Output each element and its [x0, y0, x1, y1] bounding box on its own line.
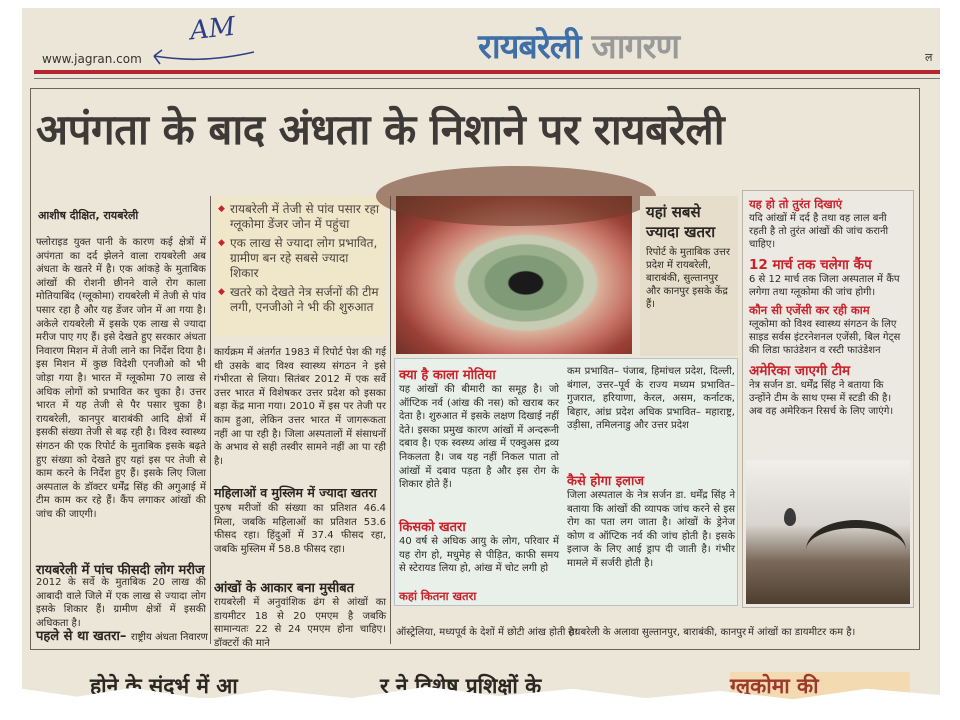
- eyelid-shape: [376, 166, 656, 226]
- handwritten-note: AM: [188, 11, 237, 47]
- info-where-body: कम प्रभावित– पंजाब, हिमांचल प्रदेश, दिल्ली, बंगाल, उत्तर–पूर्व के राज्य मध्यम प्रभावित– गुजरात, हरियाणा, केरल, असम, कर्नाटक, बिहार, आंध्र प्रदेश अधिक प्रभावित– महाराष्ट्र, उड़ीसा, तमिलनाडु और उत्तर प्रदेश: [567, 366, 735, 432]
- drop-shape: [784, 508, 796, 526]
- risk-side-box: [640, 196, 738, 356]
- col2-body: कार्यक्रम में अंतर्गत 1983 में रिपोर्ट पेश की गई थी उसके बाद विश्व स्वास्थ्य संगठन ने इसे गंभीरता से लिया। सितंबर 2012 में एक सर्वे उत्तर भारत में विशेषकर उत्तर प्रदेश को इसका बड़ा केंद्र माना गया। 2010 में इस पर तेजी पर काम हुआ, लेकिन उत्तर भारत में जागरूकता नहीं आ पा रही है। जिला अस्पतालों में संसाधनों के अभाव से सही तस्वीर सामने नहीं आ पा रही है।: [214, 347, 386, 467]
- headline: अपंगता के बाद अंधता के निशाने पर रायबरेली: [36, 105, 725, 154]
- column-divider: [390, 196, 391, 644]
- info-box: [394, 358, 738, 606]
- risk-side-body: रिपोर्ट के मुताबिक उत्तर प्रदेश में रायबरेली, बाराबंकी, सुल्तानपुर और कानपुर इसके केंद्र हैं।: [646, 247, 730, 310]
- col2-subhead-2-body: रायबरेली में अनुवांशिक ढंग से आंखों का डायमीटर 18 से 20 एमएम है जबकि सामान्यतः 22 से 24 एमएम होना चाहिए। डॉक्टरों की माने: [214, 597, 386, 649]
- right-heading-symptoms: यह हो तो तुरंत दिखाएं: [749, 197, 843, 211]
- info-heading-what: क्या है काला मोतिया: [399, 368, 496, 383]
- strip-left: होने के संदर्भ में आ: [90, 674, 238, 698]
- right-heading-america: अमेरिका जाएगी टीम: [749, 363, 851, 379]
- right-heading-agency: कौन सी एजेंसी कर रही काम: [749, 303, 870, 317]
- site-url: www.jagran.com: [42, 52, 142, 66]
- info-heading-who: किसको खतरा: [399, 520, 466, 535]
- right-agency-body: ग्लूकोमा को विश्व स्वास्थ्य संगठन के लिए साइड सर्वस इंटरनेशनल एजेंसी, बिल गेट्स की लिडा फाउंडेशन व रस्टी फाउंडेशन: [749, 319, 901, 356]
- info-what-body: यह आंखों की बीमारी का समूह है। जो ऑप्टिक नर्व (आंख की नस) को खराब कर देता है। शुरुआत में इसके लक्षण दिखाई नहीं देते। इसका प्रमुख कारण आंखों में अन्दरूनी दबाव है। एक स्वस्थ्य आंख में एक्वुअस द्रव्य निकलता है। जब यह नहीं निकल पाता तो आंखों में दबाव पड़ता है और इस रोग के शिकार होते हैं।: [399, 384, 559, 491]
- strip-mid: र ने विशेष प्रशिक्षों के: [380, 674, 542, 698]
- col1-subhead-2: [36, 626, 208, 644]
- bottom-line-b: रायबरेली के अलावा सुल्तानपुर, बाराबंकी, कानपुर: [568, 627, 747, 638]
- column-divider: [210, 196, 211, 644]
- col1-subhead-1-body: 2012 के सर्वे के मुताबिक 20 लाख की आबादी वाले जिले में एक लाख से ज्यादा लोग इसके शिकार हैं। ग्रामीण क्षेत्रों में इसकी अधिकता है।: [36, 577, 206, 629]
- bullet-item: ◆ रायबरेली में तेजी से पांव पसार रहा ग्लूकोमा डेंजर जोन में पहुंचा: [220, 202, 380, 232]
- risk-side-title: यहां सबसे ज्यादा खतरा: [646, 203, 716, 241]
- bottom-line-a: ऑस्ट्रेलिया, मध्यपूर्व के देशों में छोटी आंख होती है।: [396, 627, 578, 638]
- info-heading-where: कहां कितना खतरा: [399, 589, 477, 603]
- bullet-item: ◆ एक लाख से ज्यादा लोग प्रभावित, ग्रामीण बन रहे सबसे ज्यादा शिकार: [220, 236, 380, 281]
- col2-subhead-1-body: पुरुष मरीजों की संख्या का प्रतिशत 46.4 मिला, जबकि महिलाओं का प्रतिशत 53.6 फीसद रहा। हिंदुओं में 37.4 फीसद रहा, जबकि मुस्लिम में 58.8 फीसद रहा।: [214, 503, 386, 555]
- header-thin-rule: [34, 78, 940, 79]
- eye-drop-photo: [746, 460, 910, 604]
- col2-subhead-2: आंखों के आकार बना मुसीबत: [214, 581, 355, 596]
- right-symptoms-body: यदि आंखों में दर्द है तथा वह लाल बनी रहती है तो तुरंत आंखों की जांच करानी चाहिए।: [749, 213, 889, 250]
- info-who-body: 40 वर्ष से अधिक आयु के लोग, परिवार में यह रोग हो, मधुमेह से पीड़ित, काफी समय से स्टेरायड लिया हो, आंख में चोट लगी हो: [399, 536, 559, 575]
- masthead-city: रायबरेली: [478, 27, 581, 67]
- strip-right: ग्लूकोमा की: [730, 672, 910, 700]
- bullet-item: ◆ खतरे को देखते नेत्र सर्जनों की टीम लगी, एनजीओ ने भी की शुरुआत: [220, 285, 380, 315]
- hand-drawn-arrow-icon: [150, 30, 260, 70]
- right-heading-camp: 12 मार्च तक चलेगा कैंप: [749, 257, 872, 273]
- bottom-line-c: में आंखों का डायमीटर कम है।: [748, 627, 856, 638]
- right-camp-body: 6 से 12 मार्च तक जिला अस्पताल में कैंप लगेगा तथा ग्लूकोमा की जांच होगी।: [749, 274, 900, 298]
- highlight-bullets: [214, 196, 386, 336]
- eyelash-shape: [806, 520, 906, 580]
- col2-subhead-1: महिलाओं व मुस्लिम में ज्यादा खतरा: [214, 485, 377, 500]
- right-america-body: नेत्र सर्जन डा. धर्मेंद्र सिंह ने बताया कि उन्होंने टीम के साथ एम्स में स्टडी की है। अब वह अमेरिकन रिसर्च के लिए जाएंगे।: [749, 380, 894, 417]
- masthead: [478, 22, 679, 68]
- header-rule: [34, 70, 940, 74]
- eye-photo: [396, 196, 632, 354]
- byline: आशीष दीक्षित, रायबरेली: [38, 209, 139, 222]
- col1-subhead-1: रायबरेली में पांच फीसदी लोग मरीज: [36, 563, 205, 578]
- masthead-paper: जागरण: [591, 27, 680, 67]
- col1-subhead-2-tail: राष्ट्रीय अंधता निवारण: [130, 632, 208, 643]
- col1-subhead-2-label: पहले से था खतरा–: [36, 629, 127, 644]
- info-heading-treatment: कैसे होगा इलाज: [567, 474, 644, 489]
- col1-body: फ्लोराइड युक्त पानी के कारण कई क्षेत्रों में अपंगता का दर्द झेलने वाला रायबरेली अब अंधता के खतरे में है। एक आंकड़े के मुताबिक आंखों की रोशनी छीनने वाले रोग काला मोतियाबिंद (ग्लूकोमा) रायबरेली में तेजी से पांव पसार रहा है और यह डेंजर जोन में आ गया है। अकेले रायबरेली में इसके एक लाख से ज्यादा मरीज पाए गए हैं। इसे देखते हुए सरकार अंधता निवारण मिशन में तेजी लाने का निर्देश दिया है। इस मिशन में कुछ विदेशी एनजीओ को भी जोड़ा गया है। भारत में ग्लूकोमा 70 लाख से अधिक लोगों को प्रभावित कर चुका है। उत्तर भारत में यह तेजी से पैर पसार चुका है। रायबरेली, कानपुर बाराबंकी आदि क्षेत्रों में इसकी संख्या तेजी से बढ़ रही है। विश्व स्वास्थ्य संगठन की एक रिपोर्ट के मुताबिक इसके बढ़ते हुए संख्या को देखते हुए यहां इस पर तेजी से काम करने के निर्देश हुए हैं। इसके लिए जिला अस्पताल के डॉक्टर धर्मेंद्र सिंह की अगुआई में टीम काम कर रहे हैं। कैंप लगाकर आंखों की जांच की जाएगी।: [36, 237, 206, 520]
- info-treatment-body: जिला अस्पताल के नेत्र सर्जन डा. धर्मेंद्र सिंह ने बताया कि आंखों की व्यापक जांच करने से इस रोग का पता लग जाता है। आंखों के ड्रेनेज कोण व ऑप्टिक नर्व की जांच होती है। इसके इलाज के लिए आई ड्राप दी जाती है। गंभीर मामले में सर्जरी होती है।: [567, 490, 735, 569]
- edge-fragment: ल: [925, 51, 933, 64]
